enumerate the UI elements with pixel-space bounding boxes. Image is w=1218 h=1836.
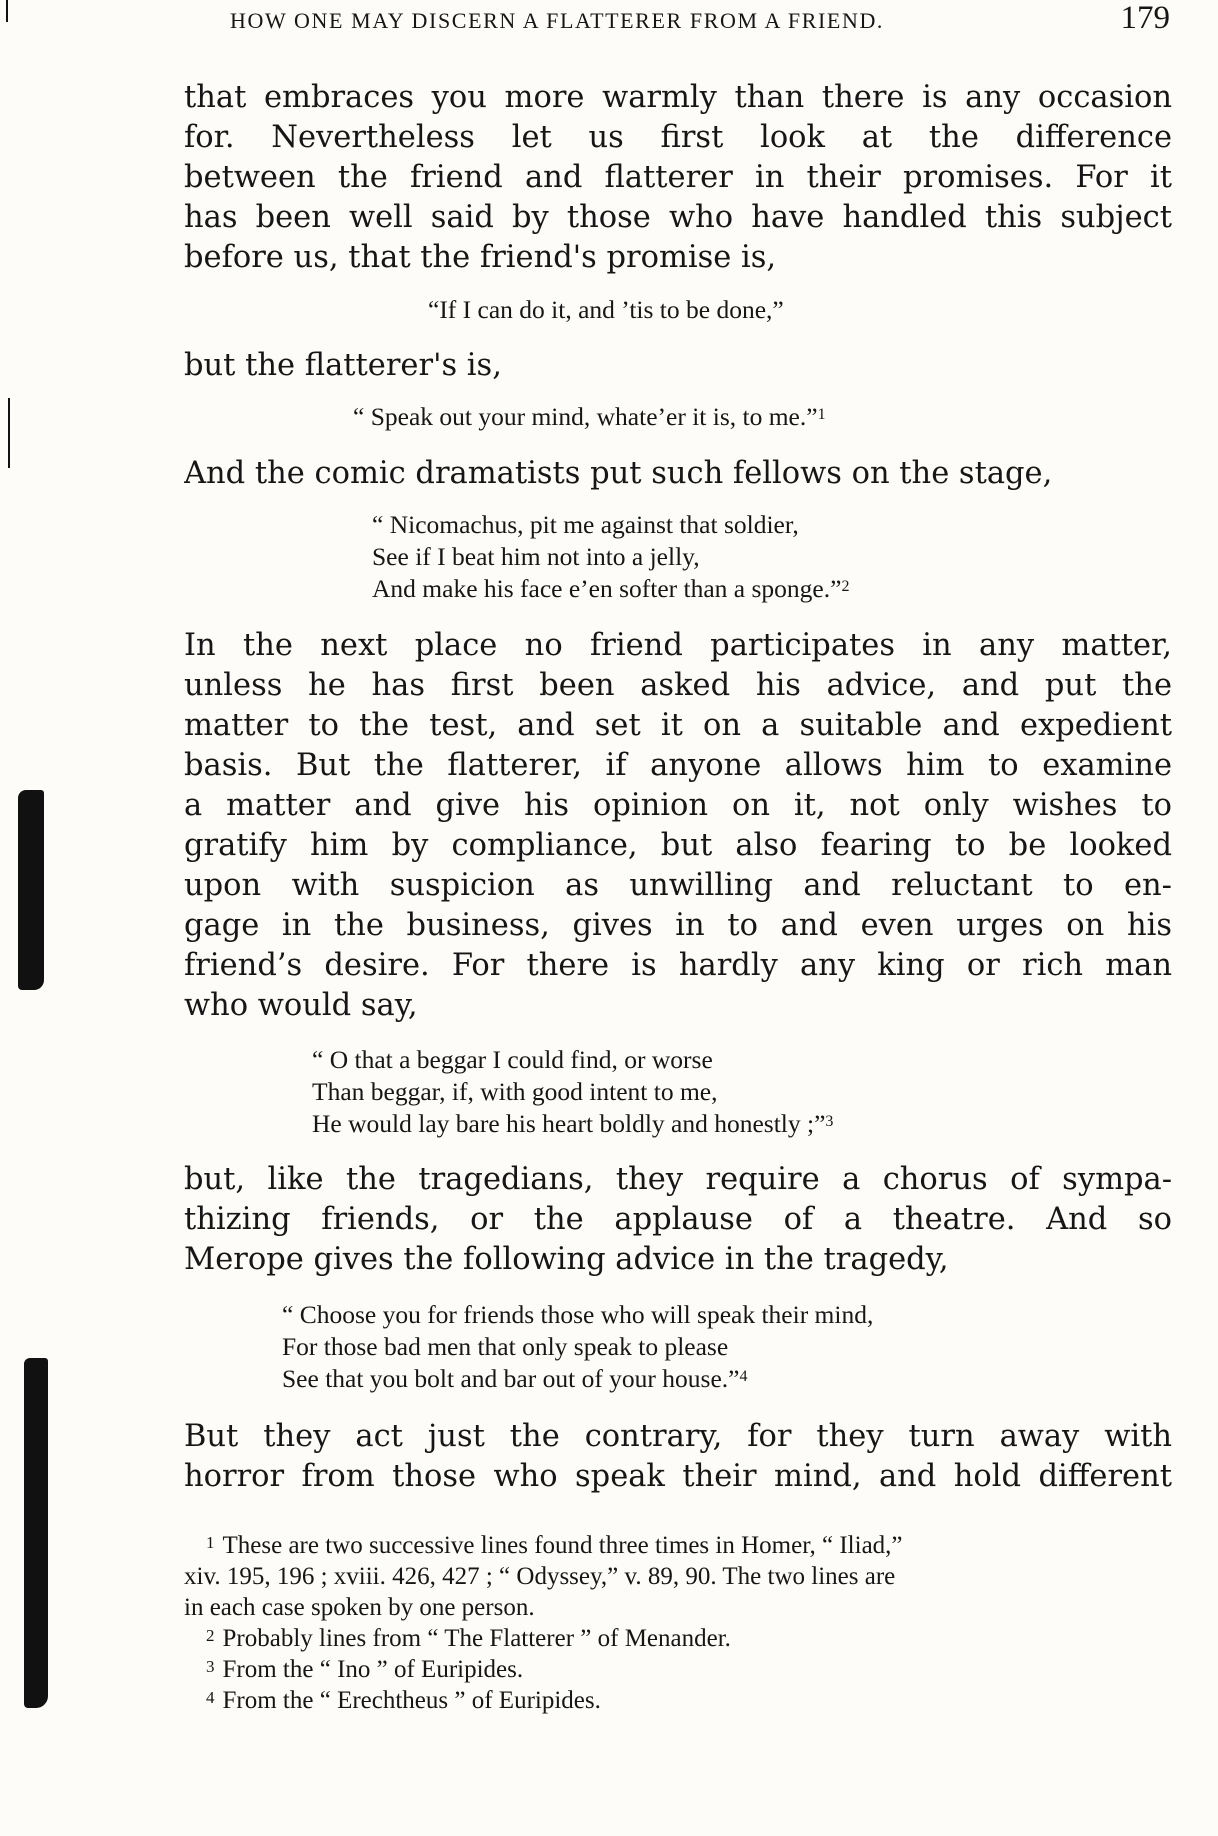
verse-line: “ O that a beggar I could find, or worse xyxy=(312,1045,713,1074)
footnote-1-cont: in each case spoken by one person. xyxy=(184,1594,535,1621)
paragraph-5 xyxy=(184,1160,1172,1280)
footnote-ref: 3 xyxy=(825,1113,834,1130)
footnote-1-cont: xiv. 195, 196 ; xviii. 426, 427 ; “ Odyssey,” v. 89, 90. The two lines are xyxy=(184,1563,896,1590)
footnote-number: 3 xyxy=(206,1657,215,1676)
text-line: before us, that the friend's promise is, xyxy=(184,240,777,275)
footnote-ref: 2 xyxy=(841,578,850,595)
footnote-4 xyxy=(184,1685,1172,1716)
verse-line: “ Nicomachus, pit me against that soldier, xyxy=(372,510,799,539)
paragraph-2 xyxy=(184,346,1172,386)
text-line: has been well said by those who have handled this subject xyxy=(184,200,1172,235)
text-line: But they act just the contrary, for they turn away with xyxy=(184,1419,1172,1454)
paragraph-4 xyxy=(184,626,1172,1026)
footnote-text: From the “ Erechtheus ” of Euripides. xyxy=(222,1687,601,1714)
text-line: but the flatterer's is, xyxy=(184,348,502,383)
scan-edge-marks xyxy=(0,0,120,1836)
text-line: unless he has first been asked his advice, and put the xyxy=(184,668,1172,703)
text-line: gage in the business, gives in to and even urges on his xyxy=(184,908,1172,943)
quote-1 xyxy=(428,294,784,326)
verse-line: Than beggar, if, with good intent to me, xyxy=(312,1077,718,1106)
footnote-number: 1 xyxy=(206,1533,215,1552)
footnote-ref: 4 xyxy=(739,1368,748,1385)
verse-line: And make his face e’en softer than a sponge.” xyxy=(372,574,842,603)
text-line: upon with suspicion as unwilling and reluctant to en- xyxy=(184,868,1172,903)
verse-line: For those bad men that only speak to please xyxy=(282,1332,729,1361)
page-number: 179 xyxy=(1120,0,1170,36)
text-line: matter to the test, and set it on a suitable and expedient xyxy=(184,708,1172,743)
footnote-2 xyxy=(184,1623,1172,1654)
footnote-text: Probably lines from “ The Flatterer ” of Menander. xyxy=(222,1625,731,1652)
text-line: In the next place no friend participates in any matter, xyxy=(184,628,1172,663)
footnote-number: 2 xyxy=(206,1626,215,1645)
text-line: basis. But the flatterer, if anyone allows him to examine xyxy=(184,748,1172,783)
text-line: for. Nevertheless let us first look at the difference xyxy=(184,120,1172,155)
text-line: friend’s desire. For there is hardly any king or rich man xyxy=(184,948,1172,983)
footnote-1 xyxy=(184,1530,1172,1561)
footnote-text: These are two successive lines found three times in Homer, “ Iliad,” xyxy=(222,1532,903,1559)
quote-4 xyxy=(312,1044,833,1140)
text-line: Merope gives the following advice in the tragedy, xyxy=(184,1242,949,1277)
paragraph-3 xyxy=(184,454,1172,494)
text-line: gratify him by compliance, but also fearing to be looked xyxy=(184,828,1172,863)
verse-line: See that you bolt and bar out of your house.” xyxy=(282,1364,740,1393)
footnote-ref: 1 xyxy=(817,406,826,423)
text-line: who would say, xyxy=(184,988,418,1023)
text-line: thizing friends, or the applause of a theatre. And so xyxy=(184,1202,1172,1237)
text-line: And the comic dramatists put such fellows on the stage, xyxy=(184,456,1053,491)
quote-3 xyxy=(372,509,849,605)
text-line: a matter and give his opinion on it, not only wishes to xyxy=(184,788,1172,823)
running-title: HOW ONE MAY DISCERN A FLATTERER FROM A FRIEND. xyxy=(230,8,885,33)
text-line: but, like the tragedians, they require a chorus of sympa- xyxy=(184,1162,1172,1197)
verse-line: He would lay bare his heart boldly and honestly ;” xyxy=(312,1109,826,1138)
running-header xyxy=(230,0,1170,36)
footnotes xyxy=(184,1530,1172,1716)
text-line: horror from those who speak their mind, and hold different xyxy=(184,1459,1172,1494)
quote-5 xyxy=(282,1299,873,1395)
verse-line: “ Choose you for friends those who will speak their mind, xyxy=(282,1300,874,1329)
footnote-number: 4 xyxy=(206,1688,215,1707)
footnote-3 xyxy=(184,1654,1172,1685)
verse-line: See if I beat him not into a jelly, xyxy=(372,542,700,571)
verse-line: “ Speak out your mind, whate’er it is, to me.” xyxy=(353,402,818,431)
verse-line: “If I can do it, and ’tis to be done,” xyxy=(428,295,784,324)
footnote-text: From the “ Ino ” of Euripides. xyxy=(222,1656,524,1683)
paragraph-6 xyxy=(184,1417,1172,1497)
quote-2 xyxy=(353,401,826,433)
text-line: that embraces you more warmly than there is any occasion xyxy=(184,80,1172,115)
text-line: between the friend and flatterer in their promises. For it xyxy=(184,160,1172,195)
paragraph-1 xyxy=(184,78,1172,278)
